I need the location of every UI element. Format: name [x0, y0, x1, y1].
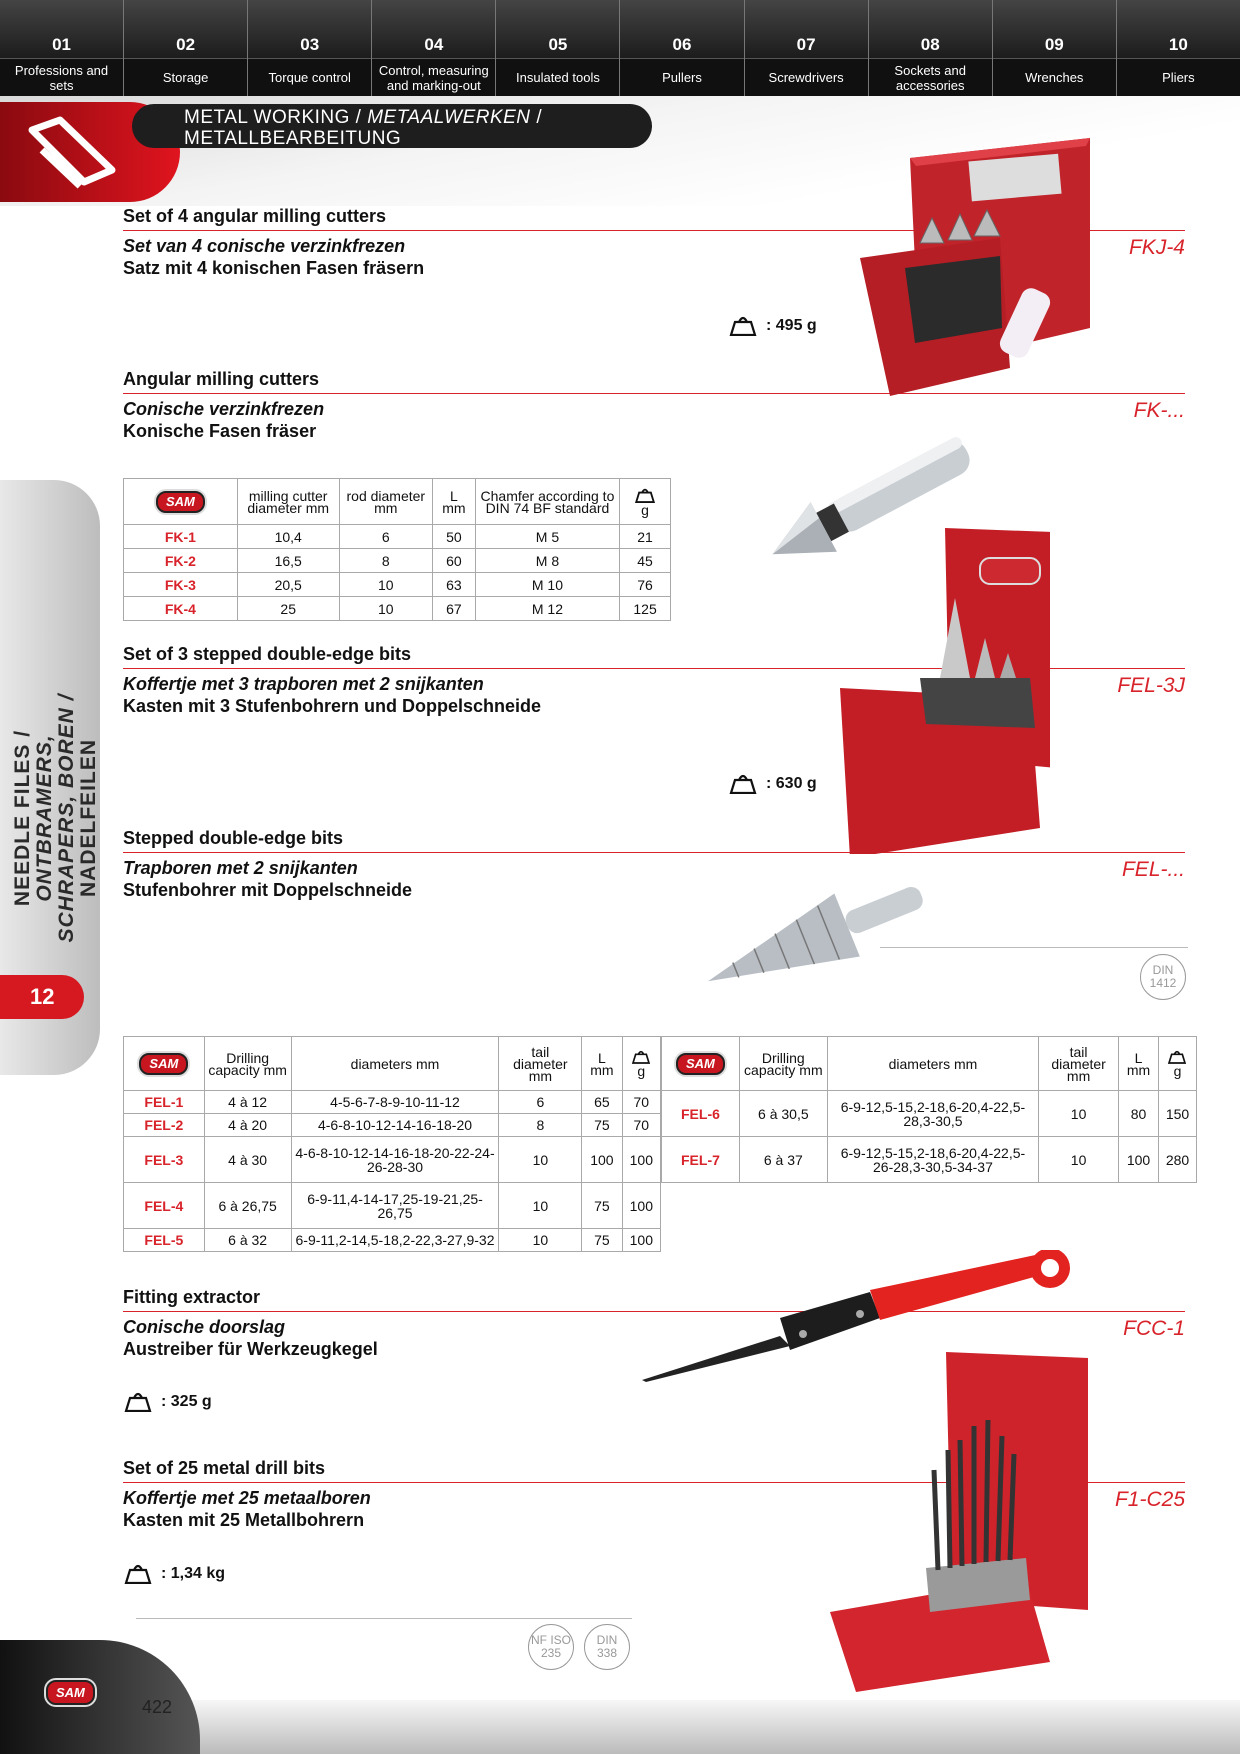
col-header: diameters mm	[291, 1037, 499, 1091]
nav-tab-number: 05	[496, 0, 619, 58]
table-row	[124, 597, 671, 621]
table-cell: 8	[339, 549, 433, 573]
nav-tab-label: Wrenches	[993, 58, 1116, 96]
f1-c25-case-image	[826, 1350, 1088, 1692]
table-row	[124, 573, 671, 597]
nav-tab-label: Screwdrivers	[745, 58, 868, 96]
title-de: Satz mit 4 konischen Fasen fräsern	[123, 258, 425, 278]
table-row	[124, 1183, 661, 1229]
table-cell: 63	[433, 573, 476, 597]
table-cell: 75	[582, 1229, 622, 1252]
sam-logo: SAM	[46, 1680, 95, 1705]
weight-icon	[1167, 1050, 1187, 1064]
table-cell: 45	[620, 549, 671, 573]
table-row	[662, 1137, 1197, 1183]
nav-tab-number: 07	[745, 0, 868, 58]
table-row	[124, 549, 671, 573]
weight-icon	[123, 1392, 153, 1412]
table-row	[124, 1114, 661, 1137]
col-header: Chamfer according to DIN 74 BF standard	[475, 479, 619, 525]
table-cell: 6	[339, 525, 433, 549]
table-cell: 100	[622, 1229, 660, 1252]
table-row	[124, 1229, 661, 1252]
chapter-number: 12	[0, 975, 84, 1019]
weight-icon	[123, 1564, 153, 1584]
nav-tab-08[interactable]	[869, 0, 993, 96]
fel-spec-table-right	[661, 1036, 1197, 1183]
table-cell: 4 à 30	[204, 1137, 291, 1183]
product-code-cell: FEL-1	[124, 1091, 205, 1114]
product-code-cell: FEL-7	[662, 1137, 740, 1183]
nav-tab-label: Pliers	[1117, 58, 1240, 96]
product-code: FK-...	[1133, 399, 1185, 422]
product-code: FEL-3J	[1117, 674, 1185, 697]
title-en: Fitting extractor	[123, 1287, 261, 1307]
table-cell: 4-6-8-10-12-14-16-18-20-22-24-26-28-30	[291, 1137, 499, 1183]
din-1412-badge: DIN 1412	[1140, 954, 1186, 1000]
nav-tab-number: 06	[620, 0, 743, 58]
product-code: FKJ-4	[1128, 236, 1185, 259]
weight-info: : 630 g	[728, 774, 817, 794]
nav-tab-number: 01	[0, 0, 123, 58]
nav-tab-number: 09	[993, 0, 1116, 58]
table-cell: 65	[582, 1091, 622, 1114]
table-row	[662, 1091, 1197, 1137]
nav-tab-label: Pullers	[620, 58, 743, 96]
product-code-cell: FK-3	[124, 573, 238, 597]
product-code-cell: FEL-5	[124, 1229, 205, 1252]
nav-tab-label: Control, measuring and marking-out	[372, 58, 495, 96]
product-code-cell: FEL-4	[124, 1183, 205, 1229]
product-code: FEL-...	[1121, 858, 1185, 881]
nav-tab-06[interactable]	[620, 0, 744, 96]
nav-tab-number: 08	[869, 0, 992, 58]
weight-info: : 1,34 kg	[123, 1564, 225, 1584]
nav-tab-label: Professions and sets	[0, 58, 123, 96]
title-de: Stufenbohrer mit Doppelschneide	[123, 880, 413, 900]
nav-tab-10[interactable]	[1117, 0, 1240, 96]
table-cell: 4-5-6-7-8-9-10-11-12	[291, 1091, 499, 1114]
product-code-cell: FK-1	[124, 525, 238, 549]
nf-iso-235-badge: NF ISO 235	[528, 1624, 574, 1670]
table-cell: 4 à 12	[204, 1091, 291, 1114]
nav-tab-03[interactable]	[248, 0, 372, 96]
title-nl: Koffertje met 25 metaalboren	[123, 1488, 371, 1508]
nav-tab-label: Torque control	[248, 58, 371, 96]
col-header: rod diameter mm	[339, 479, 433, 525]
title-de: Kasten mit 3 Stufenbohrern und Doppelschneide	[123, 696, 542, 716]
nav-tab-04[interactable]	[372, 0, 496, 96]
col-header: tail diameter mm	[1039, 1037, 1119, 1091]
nav-tab-07[interactable]	[745, 0, 869, 96]
table-cell: 16,5	[237, 549, 339, 573]
title-en: Set of 3 stepped double-edge bits	[123, 644, 412, 664]
table-cell: 10	[1039, 1137, 1119, 1183]
title-en: Stepped double-edge bits	[123, 828, 344, 848]
col-header: L mm	[1119, 1037, 1159, 1091]
hacksaw-icon	[22, 110, 132, 190]
col-header-weight: g	[620, 479, 671, 525]
table-cell: 10	[499, 1229, 582, 1252]
title-nl: Trapboren met 2 snijkanten	[123, 858, 358, 878]
table-row	[124, 525, 671, 549]
table-cell: 150	[1158, 1091, 1196, 1137]
title-en: Angular milling cutters	[123, 369, 320, 389]
table-cell: 6-9-11,4-14-17,25-19-21,25-26,75	[291, 1183, 499, 1229]
table-cell: 125	[620, 597, 671, 621]
table-cell: M 12	[475, 597, 619, 621]
fel-3j-case-image	[830, 528, 1050, 854]
nav-tab-label: Storage	[124, 58, 247, 96]
weight-icon	[728, 774, 758, 794]
nav-tab-02[interactable]	[124, 0, 248, 96]
divider	[136, 1618, 632, 1619]
table-cell: 8	[499, 1114, 582, 1137]
table-row	[124, 1091, 661, 1114]
table-cell: 10	[339, 573, 433, 597]
nav-tab-09[interactable]	[993, 0, 1117, 96]
table-cell: 4 à 20	[204, 1114, 291, 1137]
fkj-4-case-image	[850, 128, 1100, 400]
table-cell: 10	[1039, 1091, 1119, 1137]
weight-info: : 495 g	[728, 316, 817, 336]
col-header: Drilling capacity mm	[739, 1037, 827, 1091]
table-cell: 50	[433, 525, 476, 549]
title-en: Set of 25 metal drill bits	[123, 1458, 326, 1478]
table-cell: M 5	[475, 525, 619, 549]
title-de: Kasten mit 25 Metallbohrern	[123, 1510, 365, 1530]
nav-tab-number: 03	[248, 0, 371, 58]
title-nl: Set van 4 conische verzinkfrezen	[123, 236, 406, 256]
title-en: Set of 4 angular milling cutters	[123, 206, 387, 226]
nav-tab-number: 04	[372, 0, 495, 58]
table-cell: 6-9-11,2-14,5-18,2-22,3-27,9-32	[291, 1229, 499, 1252]
product-code-cell: FEL-6	[662, 1091, 740, 1137]
table-cell: 6-9-12,5-15,2-18,6-20,4-22,5-26-28,3-30,5-34-37	[827, 1137, 1038, 1183]
table-cell: 10	[339, 597, 433, 621]
nav-tab-label: Insulated tools	[496, 58, 619, 96]
col-header-weight: g	[622, 1037, 660, 1091]
table-cell: 100	[582, 1137, 622, 1183]
weight-icon	[634, 488, 656, 503]
table-cell: 6	[499, 1091, 582, 1114]
table-cell: M 8	[475, 549, 619, 573]
col-header: milling cutter diameter mm	[237, 479, 339, 525]
table-cell: 10,4	[237, 525, 339, 549]
weight-icon	[728, 316, 758, 336]
table-cell: 100	[622, 1183, 660, 1229]
table-cell: 4-6-8-10-12-14-16-18-20	[291, 1114, 499, 1137]
product-code-cell: FK-2	[124, 549, 238, 573]
title-nl: Conische verzinkfrezen	[123, 399, 325, 419]
table-cell: 10	[499, 1137, 582, 1183]
fk-spec-table	[123, 478, 671, 621]
col-header: L mm	[582, 1037, 622, 1091]
table-cell: 20,5	[237, 573, 339, 597]
table-cell: 70	[622, 1114, 660, 1137]
din-338-badge: DIN 338	[584, 1624, 630, 1670]
table-cell: 21	[620, 525, 671, 549]
table-cell: 6 à 26,75	[204, 1183, 291, 1229]
product-code-cell: FEL-2	[124, 1114, 205, 1137]
section-title: METAL WORKING / METAALWERKEN / METALLBEARBEITUNG	[132, 104, 652, 148]
title-nl: Conische doorslag	[123, 1317, 286, 1337]
nav-tab-05[interactable]	[496, 0, 620, 96]
fel-spec-table-left	[123, 1036, 661, 1252]
table-cell: 6 à 32	[204, 1229, 291, 1252]
title-de: Austreiber für Werkzeugkegel	[123, 1339, 378, 1359]
weight-info: : 325 g	[123, 1392, 212, 1412]
product-code: FCC-1	[1123, 1317, 1185, 1340]
table-cell: 75	[582, 1183, 622, 1229]
table-cell: 6 à 37	[739, 1137, 827, 1183]
col-header: Drilling capacity mm	[204, 1037, 291, 1091]
table-cell: 100	[622, 1137, 660, 1183]
table-cell: 70	[622, 1091, 660, 1114]
nav-tab-01[interactable]	[0, 0, 124, 96]
table-row	[124, 1137, 661, 1183]
table-cell: 25	[237, 597, 339, 621]
table-cell: 80	[1119, 1091, 1159, 1137]
table-cell: 67	[433, 597, 476, 621]
product-code-cell: FEL-3	[124, 1137, 205, 1183]
table-cell: 10	[499, 1183, 582, 1229]
col-header-weight: g	[1158, 1037, 1196, 1091]
nav-tab-label: Sockets and accessories	[869, 58, 992, 96]
page-number: 422	[142, 1697, 173, 1717]
nav-tab-number: 10	[1117, 0, 1240, 58]
table-cell: 100	[1119, 1137, 1159, 1183]
col-header: L mm	[433, 479, 476, 525]
weight-icon	[631, 1050, 651, 1064]
table-cell: 6-9-12,5-15,2-18,6-20,4-22,5-28,3-30,5	[827, 1091, 1038, 1137]
table-cell: 76	[620, 573, 671, 597]
title-nl: Koffertje met 3 trapboren met 2 snijkanten	[123, 674, 484, 694]
sam-logo: SAM	[139, 1053, 188, 1075]
table-cell: 75	[582, 1114, 622, 1137]
product-code-cell: FK-4	[124, 597, 238, 621]
side-title: NEEDLE FILES / ONTBRAMERS, SCHRAPERS, BOREN / NADELFEILEN	[11, 693, 100, 943]
col-header: diameters mm	[827, 1037, 1038, 1091]
fel-bit-image	[690, 876, 930, 1004]
title-de: Konische Fasen fräser	[123, 421, 317, 441]
sam-logo: SAM	[156, 491, 205, 513]
table-cell: M 10	[475, 573, 619, 597]
product-code: F1-C25	[1114, 1488, 1185, 1511]
top-navigation	[0, 0, 1240, 96]
table-cell: 280	[1158, 1137, 1196, 1183]
sam-logo: SAM	[676, 1053, 725, 1075]
col-header: tail diameter mm	[499, 1037, 582, 1091]
nav-tab-number: 02	[124, 0, 247, 58]
table-cell: 60	[433, 549, 476, 573]
table-cell: 6 à 30,5	[739, 1091, 827, 1137]
